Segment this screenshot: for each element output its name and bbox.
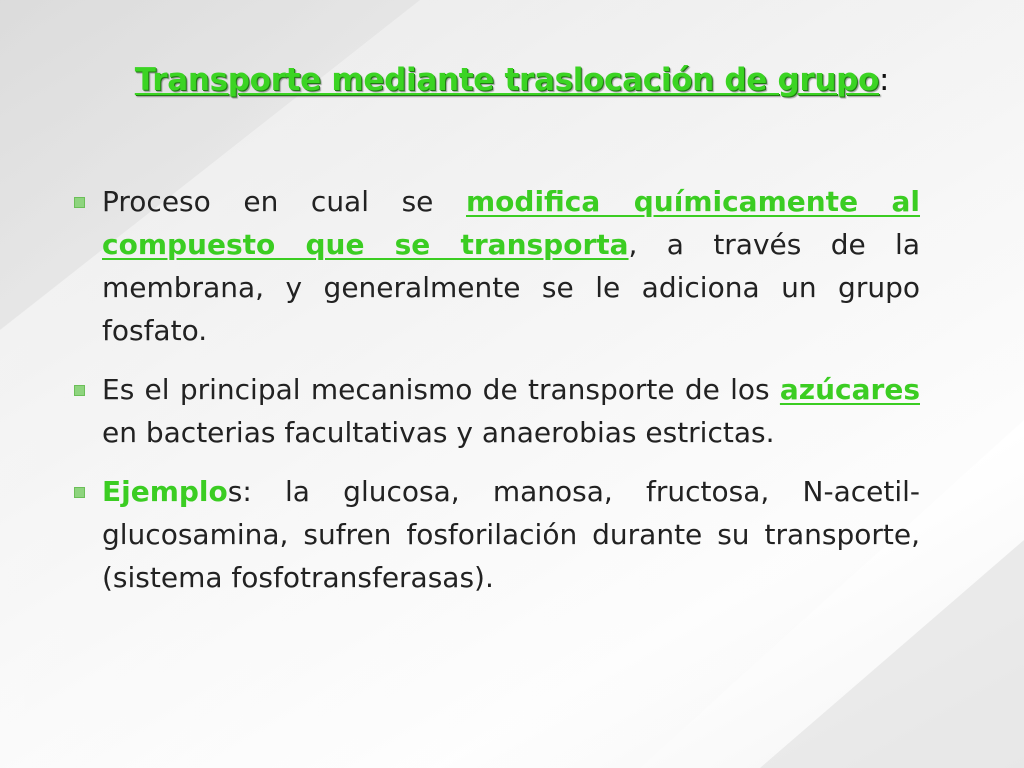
title-text: Transporte mediante traslocación de grupo (134, 62, 880, 98)
bullet-3-text: s: la glucosa, manosa, fructosa, N-acetil-glucosamina, sufren fosforilación durante su transporte, (sistema fosfotransferasas). (102, 475, 920, 594)
bullet-1-highlight: modifica químicamente al compuesto que se transporta (102, 185, 920, 261)
bullet-1-text-start: Proceso en cual se (102, 185, 466, 218)
slide-title (40, 62, 984, 98)
bullet-square-icon (74, 197, 85, 208)
bullet-2-text-start: Es el principal mecanismo de transporte de los (102, 373, 780, 406)
bullet-2-highlight: azúcares (779, 373, 920, 406)
bullet-2-text-end: en bacterias facultativas y anaerobias estrictas. (102, 416, 775, 449)
bullet-square-icon (74, 487, 85, 498)
bullet-item-1 (72, 180, 920, 352)
bullet-3-highlight: Ejemplo (102, 475, 228, 508)
bullet-item-2 (72, 368, 920, 454)
title-colon: : (879, 62, 890, 98)
bullet-1-text-end: , a través de la membrana, y generalmente se le adiciona un grupo fosfato. (102, 228, 920, 347)
bullet-square-icon (74, 385, 85, 396)
bullet-item-3 (72, 470, 920, 599)
bullet-list (72, 180, 920, 615)
